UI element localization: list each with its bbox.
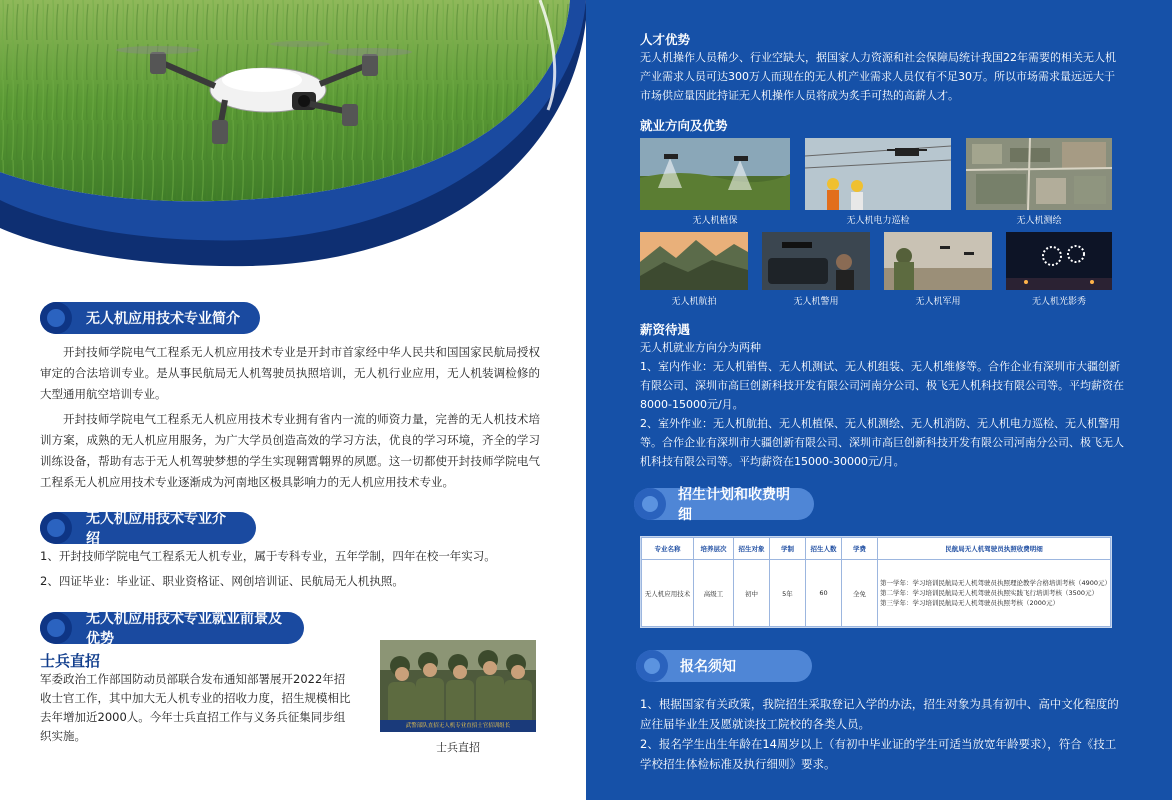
table-header: 专业名称 <box>642 538 694 560</box>
table-cell: 全免 <box>842 560 878 627</box>
drone-over-field-illustration <box>0 0 586 290</box>
salary-heading: 薪资待遇 <box>640 322 691 337</box>
mapping-image <box>966 138 1112 210</box>
gallery-caption: 无人机航拍 <box>671 297 717 307</box>
introduction-list <box>40 544 550 594</box>
soldier-paragraph: 军委政治工作部国防动员部联合发布通知部署展开2022年招收士官工作，其中加大无人机专业的招收力度，招生规模相比去年增加近2000人。今年士兵直招工作与义务兵征集同步组织实施。 <box>40 672 351 743</box>
bullet-circle-icon <box>40 302 72 334</box>
soldier-photo-caption: 士兵直招 <box>436 741 480 754</box>
fee-table-box <box>640 536 1112 628</box>
bullet-circle-icon <box>634 488 666 520</box>
section-pill <box>40 611 304 647</box>
table-cell: 高级工 <box>694 560 734 627</box>
intro-paragraph-1: 开封技师学院电气工程系无人机应用技术专业是开封市首家经中华人民共和国国家民航局授权审定的合法培训专业。是从事民航局无人机驾驶员执照培训，无人机行业应用，无人机装调检修的大型通用航空培训专业。 <box>40 345 540 401</box>
list-item: 2、报名学生出生年龄在14周岁以上（有初中毕业证的学生可适当放宽年龄要求），符合《技工学校招生体检标准及执行细则》要求。 <box>640 737 1117 771</box>
section-title-introduction <box>40 511 256 547</box>
fee-line: 第二学年：学习培训民航局无人机驾驶员执照实践飞行培训考核（3500元） <box>880 589 1099 597</box>
bullet-circle-icon <box>40 512 72 544</box>
section-title-text: 招生计划和收费明细 <box>678 487 790 523</box>
soldier-photo <box>380 640 536 732</box>
drone-hero-banner <box>0 0 586 290</box>
fee-line: 第一学年：学习培训民航局无人机驾驶员执照理论教学合格培训考核（4900元） <box>880 579 1112 587</box>
section-pill <box>40 302 260 334</box>
gallery-item-police <box>762 232 870 307</box>
gallery-item-power-inspection <box>805 138 951 226</box>
section-title-text: 报名须知 <box>680 659 736 675</box>
gallery-caption: 无人机军用 <box>915 297 961 307</box>
right-page <box>586 0 1172 800</box>
section-title-plan <box>634 487 814 523</box>
fee-line: 第三学年：学习培训民航局无人机驾驶员执照考核（2000元） <box>880 599 1060 607</box>
gallery-caption: 无人机电力巡检 <box>846 216 910 226</box>
table-header: 招生人数 <box>806 538 842 560</box>
aerial-photo-image <box>640 232 748 290</box>
fee-details-cell <box>878 560 1111 627</box>
salary-line: 无人机就业方向分为两种 <box>640 341 761 354</box>
table-row <box>642 560 1111 627</box>
section-title-text: 无人机应用技术专业简介 <box>86 311 240 327</box>
list-item: 1、根据国家有关政策，我院招生采取登记入学的办法，招生对象为具有初中、高中文化程度的应往届毕业生及愿就读技工院校的各类人员。 <box>640 697 1119 731</box>
section-pill <box>636 650 812 682</box>
employment-heading: 就业方向及优势 <box>640 118 728 133</box>
table-header: 学制 <box>770 538 806 560</box>
gallery-item-aerial-photo <box>640 232 748 307</box>
section-title-notice <box>636 650 812 682</box>
gallery-item-crop-protection <box>640 138 790 226</box>
list-item: 1、开封技师学院电气工程系无人机专业，属于专科专业，五年学制，四年在校一年实习。 <box>40 549 496 563</box>
salary-line: 2、室外作业：无人机航拍、无人机植保、无人机测绘、无人机消防、无人机电力巡检、无人机警用等。合作企业有深圳市大疆创新有限公司、深圳市高巨创新科技开发有限公司河南分公司、极飞无人机科技有限公司等。平均薪资在15000-30000元/月。 <box>640 417 1124 468</box>
table-header: 民航局无人机驾驶员执照收费明细 <box>878 538 1111 560</box>
gallery-item-military <box>884 232 992 307</box>
salary-text <box>640 338 1124 471</box>
light-show-image <box>1006 232 1112 290</box>
crop-protection-image <box>640 138 790 210</box>
soldiers-image <box>380 640 536 732</box>
table-cell: 初中 <box>734 560 770 627</box>
photo-banner-text: 武警部队直招无人机专业直招士官招训组长 <box>405 723 511 729</box>
table-cell: 5年 <box>770 560 806 627</box>
table-header: 学费 <box>842 538 878 560</box>
military-image <box>884 232 992 290</box>
table-header: 培养层次 <box>694 538 734 560</box>
list-item: 2、四证毕业：毕业证、职业资格证、网创培训证、民航局无人机执照。 <box>40 574 404 588</box>
table-cell: 60 <box>806 560 842 627</box>
section-title-text: 无人机应用技术专业就业前景及优势 <box>86 611 282 647</box>
intro-paragraphs <box>40 342 540 493</box>
gallery-caption: 无人机测绘 <box>1016 216 1062 226</box>
gallery-caption: 无人机植保 <box>692 216 738 226</box>
table-cell: 无人机应用技术 <box>642 560 694 627</box>
gallery-item-mapping <box>966 138 1112 226</box>
fee-table <box>641 537 1111 627</box>
section-title-prospects <box>40 611 304 647</box>
bullet-circle-icon <box>40 612 72 644</box>
gallery-item-light-show <box>1006 232 1112 307</box>
gallery-caption: 无人机光影秀 <box>1031 297 1086 307</box>
section-title-text: 无人机应用技术专业介绍 <box>86 511 226 547</box>
salary-line: 1、室内作业：无人机销售、无人机测试、无人机组装、无人机维修等。合作企业有深圳市大疆创新有限公司、深圳市高巨创新科技开发有限公司河南分公司、极飞无人机科技有限公司等。平均薪资在8000-15000元/月。 <box>640 360 1124 411</box>
section-pill <box>634 487 814 523</box>
talent-paragraph: 无人机操作人员稀少、行业空缺大，据国家人力资源和社会保障局统计我国22年需要的相关无人机产业需求人员可达300万人而现在的无人机产业需求人员仅有不足30万。所以市场需求量远远大于市场供应量因此持证无人机操作人员将成为炙手可热的高薪人才。 <box>640 51 1116 102</box>
intro-paragraph-2: 开封技师学院电气工程系无人机应用技术专业拥有省内一流的师资力量，完善的无人机技术培训方案，成熟的无人机应用服务，为广大学员创造高效的学习方法，优良的学习环境，齐全的学习训练设备，帮助有志于无人机驾驶梦想的学生实现翱霄翺界的夙愿。这一切都使开封技师学院电气工程系无人机应用技术专业逐渐成为河南地区极具影响力的无人机应用技术专业。 <box>40 412 540 489</box>
police-image <box>762 232 870 290</box>
bullet-circle-icon <box>636 650 668 682</box>
soldier-heading: 士兵直招 <box>40 652 101 670</box>
section-title-intro <box>40 302 260 334</box>
section-pill <box>40 511 256 547</box>
talent-heading: 人才优势 <box>640 32 691 47</box>
power-inspection-image <box>805 138 951 210</box>
table-header: 招生对象 <box>734 538 770 560</box>
gallery-caption: 无人机警用 <box>793 297 839 307</box>
notice-list <box>640 694 1120 774</box>
table-header-row <box>642 538 1111 560</box>
